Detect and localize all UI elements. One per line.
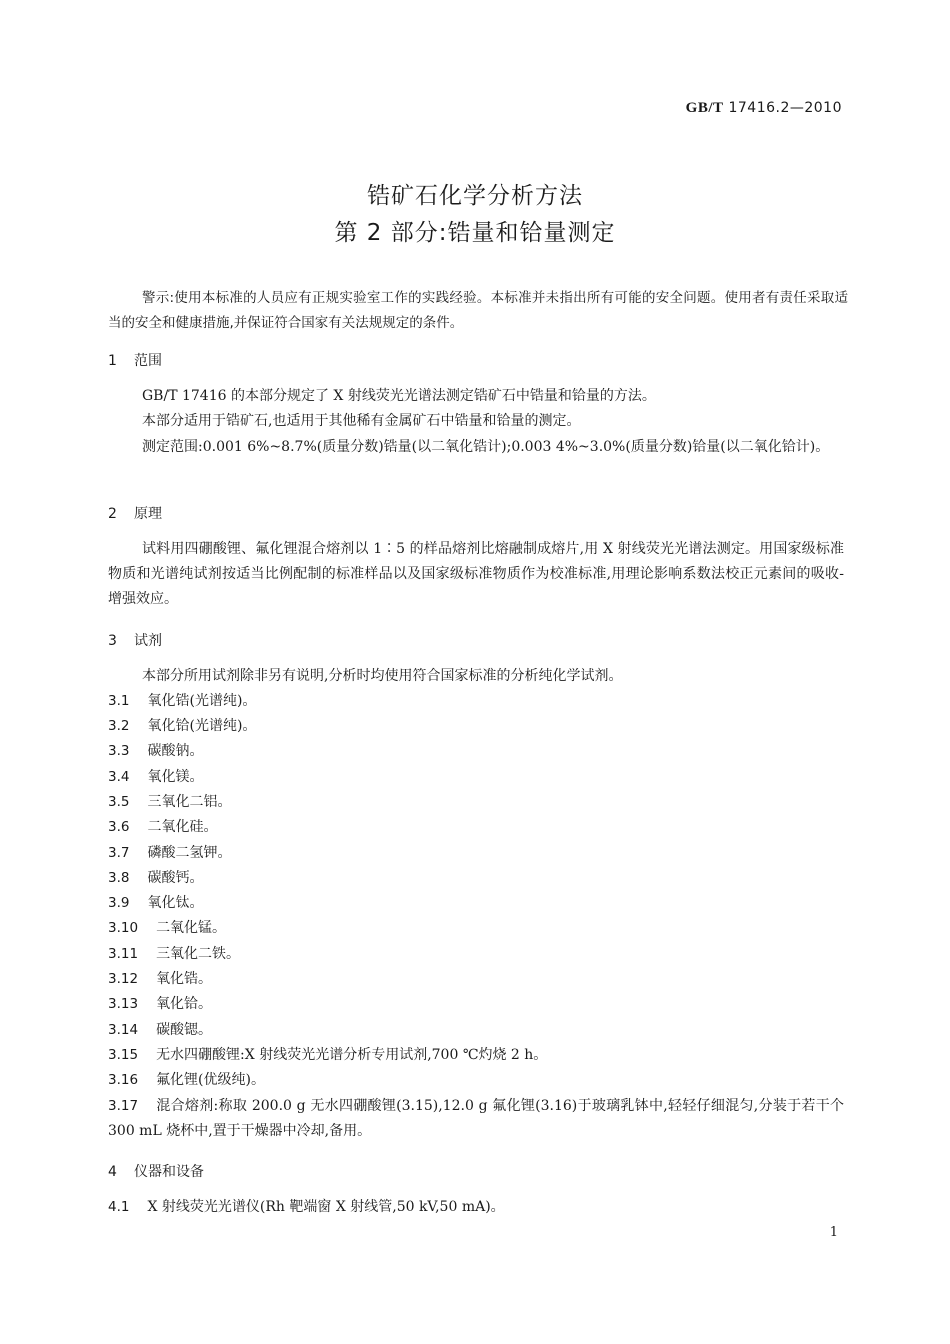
item-number: 3.3 <box>108 743 130 759</box>
standard-prefix: GB/T <box>685 100 724 116</box>
section-heading-scope <box>108 350 162 370</box>
item-number: 3.1 <box>108 693 130 709</box>
scope-paragraph-1: GB/T 17416 的本部分规定了 X 射线荧光光谱法测定锆矿石中锆量和铪量的方法。 <box>142 388 656 404</box>
list-item <box>108 1094 844 1144</box>
item-text: 碳酸锶。 <box>156 1022 213 1038</box>
item-number: 3.2 <box>108 718 130 734</box>
item-number: 3.10 <box>108 920 139 936</box>
item-text: 碳酸钠。 <box>147 743 204 759</box>
list-item <box>108 689 844 714</box>
item-number: 3.12 <box>108 971 139 987</box>
item-text: 氟化锂(优级纯)。 <box>156 1072 265 1088</box>
list-item <box>108 967 844 992</box>
item-text: 三氧化二铁。 <box>156 946 241 962</box>
list-item <box>108 739 844 764</box>
document-subtitle: 第 2 部分:锆量和铪量测定 <box>334 220 616 246</box>
item-text: 氧化铪(光谱纯)。 <box>147 718 257 734</box>
section-heading-reagents <box>108 630 162 650</box>
item-number: 3.13 <box>108 996 139 1012</box>
item-number: 3.16 <box>108 1072 139 1088</box>
section-number: 2 <box>108 506 117 522</box>
item-text: 氧化镁。 <box>147 769 204 785</box>
item-number: 3.15 <box>108 1047 139 1063</box>
item-number: 3.7 <box>108 845 130 861</box>
standard-code <box>686 100 842 117</box>
item-number: 4.1 <box>108 1199 130 1215</box>
item-text: 二氧化锰。 <box>156 920 227 936</box>
section-title: 仪器和设备 <box>134 1164 204 1180</box>
item-number: 3.6 <box>108 819 130 835</box>
item-number: 3.4 <box>108 769 130 785</box>
item-text: 无水四硼酸锂:X 射线荧光光谱分析专用试剂,700 ℃灼烧 2 h。 <box>156 1047 548 1063</box>
section-title: 原理 <box>134 506 162 522</box>
list-item <box>108 1195 844 1220</box>
item-text: 氧化钛。 <box>147 895 204 911</box>
list-item <box>108 1068 844 1093</box>
item-number: 3.17 <box>108 1098 139 1114</box>
scope-paragraph-2: 本部分适用于锆矿石,也适用于其他稀有金属矿石中锆量和铪量的测定。 <box>142 413 581 429</box>
section-title: 范围 <box>134 353 162 369</box>
item-number: 3.14 <box>108 1022 139 1038</box>
item-text: 碳酸钙。 <box>147 870 204 886</box>
list-item <box>108 916 844 941</box>
list-item <box>108 841 844 866</box>
item-text: 三氧化二铝。 <box>147 794 232 810</box>
item-number: 3.5 <box>108 794 130 810</box>
section-number: 1 <box>108 353 117 369</box>
list-item <box>108 815 844 840</box>
scope-paragraph-3: 测定范围:0.001 6%~8.7%(质量分数)锆量(以二氧化锆计);0.003 4%~3.0%(质量分数)铪量(以二氧化铪计)。 <box>142 439 830 455</box>
list-item <box>108 1043 844 1068</box>
list-item <box>108 1018 844 1043</box>
item-number: 3.8 <box>108 870 130 886</box>
section-heading-principle <box>108 503 162 523</box>
item-text: X 射线荧光光谱仪(Rh 靶端窗 X 射线管,50 kV,50 mA)。 <box>147 1199 505 1215</box>
list-item <box>108 765 844 790</box>
list-item <box>108 891 844 916</box>
item-text: 氧化锆(光谱纯)。 <box>147 693 257 709</box>
section-heading-apparatus <box>108 1161 204 1181</box>
item-text: 混合熔剂:称取 200.0 g 无水四硼酸锂(3.15),12.0 g 氟化锂(3.16)于玻璃乳钵中,轻轻仔细混匀,分装于若干个 300 mL 烧杯中,置于干燥器中冷却,备用。 <box>108 1098 844 1139</box>
list-item <box>108 942 844 967</box>
list-item <box>108 790 844 815</box>
document-title: 锆矿石化学分析方法 <box>367 183 583 209</box>
section-number: 3 <box>108 633 117 649</box>
item-text: 二氧化硅。 <box>147 819 218 835</box>
list-item <box>108 992 844 1017</box>
list-item <box>108 714 844 739</box>
safety-warning: 警示:使用本标准的人员应有正规实验室工作的实践经验。本标准并未指出所有可能的安全问题。使用者有责任采取适当的安全和健康措施,并保证符合国家有关法规规定的条件。 <box>108 290 848 331</box>
item-number: 3.11 <box>108 946 139 962</box>
page-number: 1 <box>829 1225 838 1240</box>
reagents-intro: 本部分所用试剂除非另有说明,分析时均使用符合国家标准的分析纯化学试剂。 <box>142 668 623 684</box>
principle-paragraph: 试料用四硼酸锂、氟化锂混合熔剂以 1∶5 的样品熔剂比熔融制成熔片,用 X 射线荧光光谱法测定。用国家级标准物质和光谱纯试剂按适当比例配制的标准样品以及国家级标准物质作为校准标准,用理论影响系数法校正元素间的吸收-增强效应。 <box>108 541 844 607</box>
item-text: 氧化锆。 <box>156 971 213 987</box>
item-text: 磷酸二氢钾。 <box>147 845 232 861</box>
list-item <box>108 866 844 891</box>
item-text: 氧化铪。 <box>156 996 213 1012</box>
item-number: 3.9 <box>108 895 130 911</box>
section-number: 4 <box>108 1164 117 1180</box>
section-title: 试剂 <box>134 633 162 649</box>
standard-number: 17416.2—2010 <box>728 100 842 116</box>
